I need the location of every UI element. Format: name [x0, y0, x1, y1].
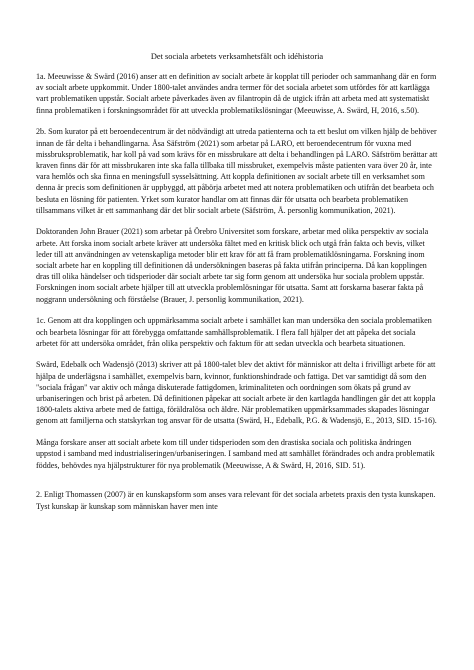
paragraph-brauer: Doktoranden John Brauer (2021) som arbetar på Örebro Universitet som forskare, arbetar med olika perspektiv av sociala arbete. Att forska inom socialt arbete kräver att undersöka fältet med en kritisk blick och utgå från fakta och bevis, vilket leder till att användningen av vetenskapliga metoder blir ett krav för att få fram problematiklösningarna. Forskning inom socialt arbete har en koppling till definitionen då undersökningen baseras på fakta utifrån principerna. Då kan kopplingen dras till olika händelser och tidsperioder där socialt arbete tar sig form genom att undersöka hur sociala problem uppstår. Forskningen inom socialt arbete hjälper till att utveckla problemlösningar för utsatta. Samt att forskarna baserar fakta på noggrann undersökning och förståelse (Brauer, J. personlig kommunikation, 2021). — [36, 227, 429, 304]
paragraph-2-thomassen: 2. Enligt Thomassen (2007) är en kunskapsform som anses vara relevant för det sociala arbetets praxis den tysta kunskapen. Tyst kunskap är kunskap som människan haver men inte — [36, 490, 436, 511]
paragraph-1a: 1a. Meeuwisse & Swärd (2016) anser att en definition av socialt arbete är kopplat till perioder och sammanhang där en form av socialt arbete uppkommit. Under 1800-talet användes andra termer för det sociala arbetet som utfördes för att kartlägga vart problematiken uppstår. Socialt arbete påverkades även av filantropin då de utgick ifrån att arbeta med att systematiskt finna problematiken i forskningsområdet för att utveckla problematikslösningar (Meeuwisse, A. Swärd, H, 2016, s.50). — [36, 72, 437, 115]
paragraph-1c: 1c. Genom att dra kopplingen och uppmärksamma socialt arbete i samhället kan man undersöka den sociala problematiken och bearbeta lösningar för att förebygga omfattande samhällsproblematik. I flera fall hjälper det att påpeka det sociala arbetet för att undersöka området, från olika perspektiv och faktum för att sedan utveckla och bearbeta situationen. — [36, 316, 432, 348]
paragraph-gap — [36, 481, 438, 489]
paragraph-sward-edebalk: Swärd, Edebalk och Wadensjö (2013) skriver att på 1800-talet blev det aktivt för människor att delta i frivilligt arbete för att hjälpa de underlägsna i samhället, exempelvis barn, kvinnor, funktionshindrade och fattiga. Det var samtidigt då som den "sociala frågan" var aktiv och många diskuterade fattigdomen, kriminaliteten och oordningen som ökats på grund av urbaniseringen och brist på arbeten. Då definitionen påpekar att socialt arbete är den kartlagda handlingen går det att koppla 1800-talets aktiva arbete med de fattiga, föräldralösa och äldre. När problematiken uppmärksammades skapades lösningar genom att familjerna och statskyrkan tog ansvar för de utsatta (Swärd, H., Edebalk, P.G. & Wadensjö, E., 2013, SID. 15-16). — [36, 360, 437, 426]
document-title: Det sociala arbetets verksamhetsfält och idéhistoria — [150, 52, 324, 61]
paragraph-2b: 2b. Som kurator på ett beroendecentrum är det nödvändigt att utreda patienterna och ta ett beslut om vilken hjälp de behöver innan de får delta i behandlingarna. Åsa Säfström (2021) som arbetar på LARO, ett beroendecentrum för vuxna med missbruksproblematik, har koll på vad som krävs för en missbrukare att delta i behandlingen på LARO. Säfström berättar att kraven finns där för att missbrukaren inte ska falla tillbaka till missbruket, exempelvis måste patienten vara över 20 år, inte vara hemlös och ska finna en meningsfull sysselsättning. Att koppla definitionen av socialt arbete till en verksamhet som denna är precis som definitionen är uppbyggd, att påbörja arbetet med att notera problematiken och utifrån det bearbeta och besluta en lösning för patienten. Yrket som kurator handlar om att finnas där för utsatta och bearbeta problematiken tillsammans vilket är ett sammanhang där det blir socialt arbete (Säfström, Å. personlig kommunikation, 2021). — [36, 127, 438, 215]
paragraph-forskare: Många forskare anser att socialt arbete kom till under tidsperioden som den drastiska sociala och politiska ändringen uppstod i samband med industrialiseringen/urbaniseringen. I samband med att samhället förändrades och andra problematik föddes, behövdes nya hjälpstrukturer för nya problematik (Meeuwisse, A & Swärd, H, 2016, SID. 51). — [36, 438, 435, 470]
